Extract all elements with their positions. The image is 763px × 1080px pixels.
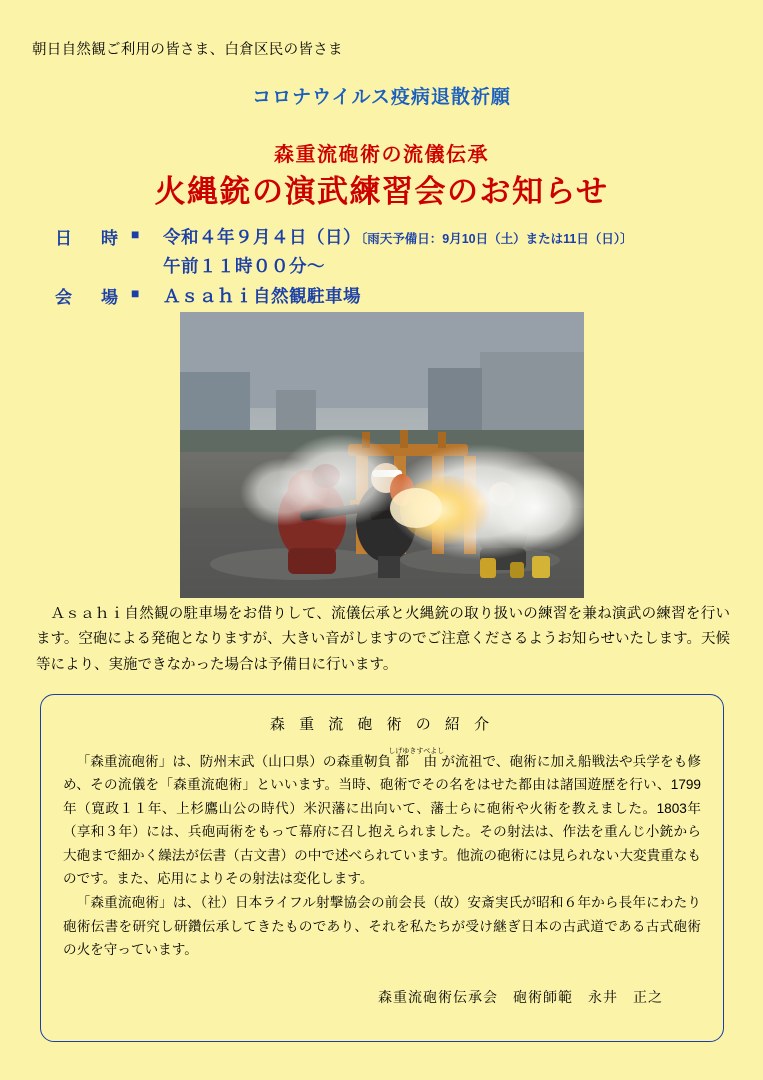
ruby-reading: しげゆきすべよし [388, 748, 445, 755]
intro-box [40, 694, 724, 1042]
title-small: 森重流砲術の流儀伝承 [274, 144, 489, 166]
title-big: 火縄銃の演武練習会のお知らせ [154, 174, 609, 209]
ruby-base: 都由 [388, 754, 445, 769]
bullet-square-icon-2: ■ [131, 285, 140, 301]
info-label-venue: 会 場 [55, 288, 124, 307]
intro-paragraph-1-pre: 「森重流砲術」は、防州末武（山口県）の森重靭負 [76, 754, 392, 769]
signature-line: 森重流砲術伝承会 砲術師範 永井 正之 [378, 989, 663, 1006]
subtitle-blue: コロナウイルス疫病退散祈願 [252, 87, 511, 108]
ruby-suberuyoshi [388, 748, 445, 769]
info-start-time: 午前１１時００分〜 [163, 256, 325, 276]
body-paragraph-text: Ａｓａｈｉ自然観の駐車場をお借りして、流儀伝承と火縄銃の取り扱いの練習を兼ね演武の練習を行います。空砲による発砲となりますが、大きい音がしますのでご注意くださるようお知らせいたします。天候等により、実施できなかった場合は予備日に行います。 [36, 606, 730, 673]
event-photo [180, 312, 584, 598]
info-row-datetime [55, 224, 755, 249]
info-row-venue [55, 283, 755, 308]
info-rain-date-note: 〔雨天予備日：9月10日（土）または11日（日）〕 [361, 232, 633, 246]
intro-paragraph-1-post: が流祖で、砲術に加え船戦法や兵学をも修め、その流儀を「森重流砲術」といいます。当時、砲術でその名をはせた都由は諸国遊歴を行い、1799年（寛政１１年、上杉鷹山公の時代）米沢藩に出向いて、藩士らに砲術や火術を教えました。1803年（享和３年）には、兵砲両術をもって幕府に召し抱えられました。その射法は、作法を重んじ小銃から大砲まで細かく繰法が伝書（古文書）の中で述べられています。他流の砲術には見られない大変貴重なものです。また、応用によりその射法は変化します。 [63, 754, 702, 886]
photo-illustration [180, 312, 584, 598]
greeting-text: 朝日自然観ご利用の皆さま、白倉区民の皆さま [32, 42, 343, 58]
info-date: 令和４年９月４日（日） [163, 227, 361, 247]
body-paragraph [36, 602, 730, 678]
intro-box-title: 森 重 流 砲 術 の 紹 介 [269, 716, 495, 733]
intro-paragraph-2: 「森重流砲術」は、（社）日本ライフル射撃協会の前会長（故）安斎実氏が昭和６年から長年にわたり砲術伝書を研究し研鑽伝承してきたものであり、それを私たちが受け継ぎ日本の古武道である古式砲術の火を守っています。 [63, 895, 701, 957]
info-value-datetime [163, 224, 633, 249]
intro-paragraph-1 [63, 748, 701, 890]
info-value-venue: Ａｓａｈｉ自然観駐車場 [163, 286, 361, 306]
info-label-datetime: 日 時 [55, 229, 124, 248]
event-info-block [55, 224, 755, 312]
bullet-square-icon: ■ [131, 226, 140, 242]
